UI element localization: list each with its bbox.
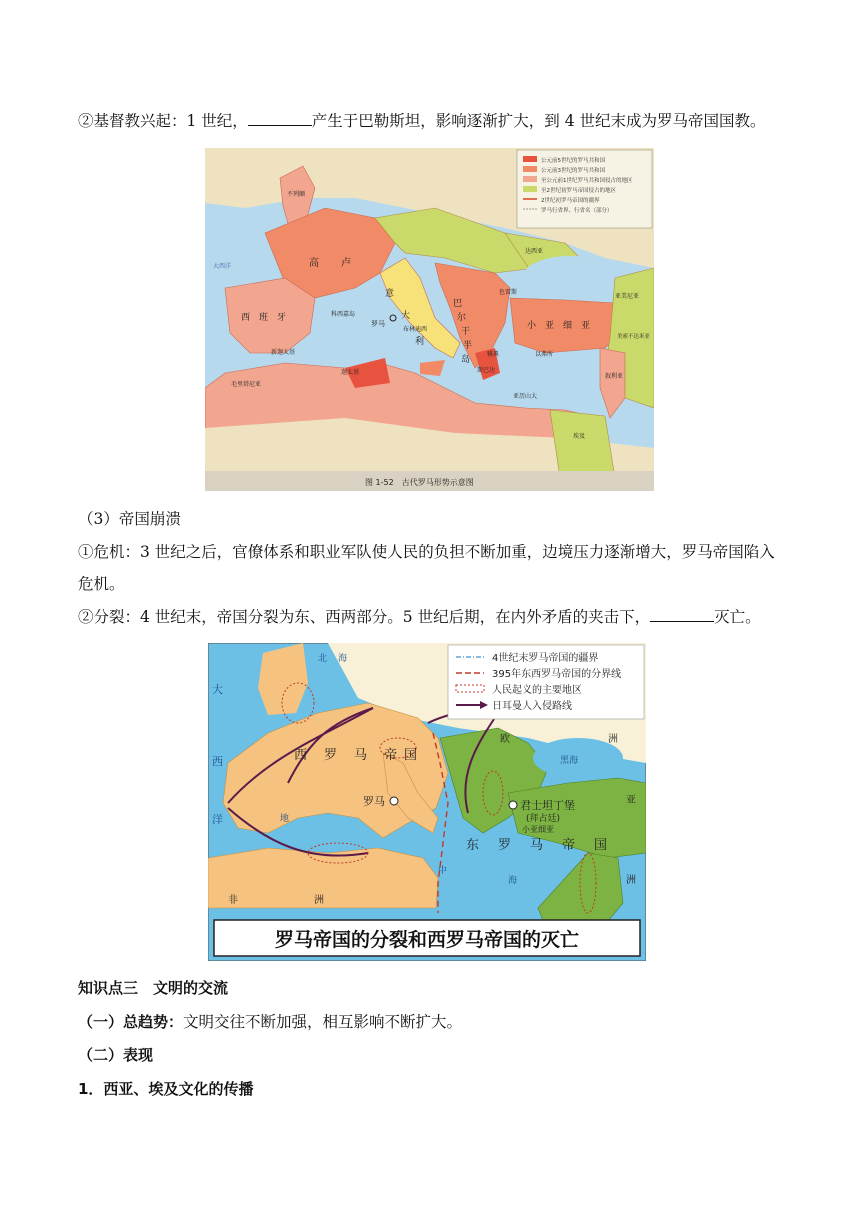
answer-blank-1[interactable] <box>248 111 312 126</box>
map2-west-rome-4: 帝 <box>384 748 398 763</box>
map2-legend <box>448 645 644 719</box>
map2-west-rome-2: 罗 <box>324 748 338 763</box>
map2-label-africa-2: 洲 <box>314 895 324 906</box>
map1-legend-2: 公元前3世纪的罗马共和国 <box>541 168 606 174</box>
map2-east-rome-5: 国 <box>594 838 608 853</box>
map2-label-asia-2: 洲 <box>626 875 636 886</box>
christianity-line <box>78 110 766 132</box>
map2-west-rome-1: 西 <box>294 748 308 763</box>
map2-label-med-1: 地 <box>280 814 290 824</box>
christianity-text-pre: ②基督教兴起：1 世纪， <box>78 112 248 130</box>
map1-label-dacia: 达西亚 <box>525 248 544 255</box>
manifest-heading: （二）表现 <box>78 1046 154 1064</box>
map1-label-new-carthage: 新迦太基 <box>271 349 296 356</box>
map2-label-constantinople: 君士坦丁堡 <box>520 799 575 812</box>
christianity-text-post: 产生于巴勒斯坦，影响逐渐扩大，到 4 世纪末成为罗马帝国国教。 <box>311 112 766 130</box>
map1-label-rome: 罗马 <box>371 320 385 328</box>
trend-label: （一）总趋势： <box>78 1013 184 1031</box>
constantinople-city-marker <box>509 801 517 809</box>
map2-label-north-sea-2: 海 <box>338 654 348 664</box>
map2-label-rome: 罗马 <box>363 795 385 808</box>
map1-label-egypt: 埃及 <box>573 433 586 440</box>
map2-east-rome-4: 帝 <box>562 838 576 853</box>
map1-label-balkan-1: 巴 <box>453 299 463 309</box>
knowledge-heading: 知识点三 文明的交流 <box>78 979 229 997</box>
section3-heading: （3）帝国崩溃 <box>78 510 181 528</box>
ancient-rome-map-svg <box>205 148 654 491</box>
map1-label-thrace: 色雷斯 <box>499 289 518 296</box>
map2-label-atlantic-2: 西 <box>212 755 223 768</box>
map1-label-italy2: 大 <box>401 311 411 321</box>
map1-label-athens: 雅典 <box>487 351 500 358</box>
map1-label-ephesus: 以弗所 <box>535 351 554 358</box>
map2-legend-4: 日耳曼人入侵路线 <box>492 701 572 712</box>
map2-label-byzantium: (拜占廷) <box>526 814 561 824</box>
ancient-rome-map <box>205 148 654 491</box>
map1-legend-6: 罗马行省界、行省名（部分） <box>541 208 613 214</box>
roman-split-map <box>208 643 646 961</box>
map2-label-black-sea: 黑海 <box>560 756 579 766</box>
map2-title: 罗马帝国的分裂和西罗马帝国的灭亡 <box>274 929 580 951</box>
map2-label-asia-1: 亚 <box>626 795 636 806</box>
map1-label-balkan-3: 干 <box>461 327 471 337</box>
map1-label-italy1: 意 <box>385 289 395 299</box>
map1-label-syria: 叙利亚 <box>605 373 624 380</box>
map2-label-med-3: 海 <box>508 876 518 886</box>
map1-label-spain: 西 班 牙 <box>241 313 287 323</box>
answer-blank-2[interactable] <box>650 607 714 622</box>
map1-caption: 图 1-52 古代罗马形势示意图 <box>365 478 474 487</box>
crisis-line-1: ①危机：3 世纪之后，官僚体系和职业军队使人民的负担不断加重，边境压力逐渐增大，罗马帝国陷入 <box>78 543 775 561</box>
map1-label-asia-minor: 小 亚 细 亚 <box>527 321 591 331</box>
map1-legend-1: 公元前5世纪的罗马共和国 <box>541 158 606 164</box>
map2-label-asia-minor: 小亚细亚 <box>522 825 554 834</box>
map1-label-balkan-4: 半 <box>463 341 473 351</box>
roman-split-map-svg <box>208 643 646 961</box>
map2-west-rome-3: 马 <box>354 748 368 763</box>
map2-legend-1: 4世纪末罗马帝国的疆界 <box>492 653 599 664</box>
map2-label-europe-1: 欧 <box>500 734 510 745</box>
map1-label-brindisi: 布林迪西 <box>403 326 428 333</box>
map1-label-mauretania: 毛里塔尼亚 <box>231 381 262 388</box>
map1-label-sparta: 斯巴达 <box>477 367 496 374</box>
split-text-post: 灭亡。 <box>714 608 761 626</box>
rome-city-marker-2 <box>390 797 398 805</box>
map2-west-rome-5: 国 <box>404 748 418 763</box>
map2-label-med-2: 中 <box>438 866 448 876</box>
map1-label-balkan-5: 岛 <box>461 355 471 365</box>
split-text-pre: ②分裂：4 世纪末，帝国分裂为东、西两部分。5 世纪后期，在内外矛盾的夹击下， <box>78 608 651 626</box>
map2-east-rome-2: 罗 <box>498 838 512 853</box>
map2-label-north-sea-1: 北 <box>318 654 328 664</box>
map1-label-carthage: 迦太基 <box>341 369 360 376</box>
crisis-line-2: 危机。 <box>78 575 125 593</box>
map2-legend-3: 人民起义的主要地区 <box>492 685 582 696</box>
split-line <box>78 606 761 628</box>
map1-label-armenia: 亚美尼亚 <box>615 293 640 300</box>
map1-legend-3: 至公元前1世纪罗马共和国侵占的地区 <box>541 178 633 184</box>
map1-legend-4: 至2世纪初罗马帝国侵占的地区 <box>541 188 617 194</box>
map2-east-rome-3: 马 <box>530 838 544 853</box>
map1-legend-5: 2世纪初罗马帝国的疆界 <box>541 198 600 204</box>
map1-label-atlantic: 大西洋 <box>213 263 232 270</box>
map1-label-gaul1: 高 <box>309 258 319 269</box>
map2-label-atlantic-3: 洋 <box>212 813 223 826</box>
map1-legend <box>517 150 652 228</box>
trend-line <box>78 1011 462 1033</box>
map2-label-africa-1: 非 <box>228 895 238 906</box>
map2-label-atlantic-1: 大 <box>212 683 223 696</box>
map1-label-gaul2: 卢 <box>341 258 351 269</box>
map1-label-italy3: 利 <box>415 337 425 347</box>
item1-heading: 1．西亚、埃及文化的传播 <box>78 1080 254 1098</box>
map1-label-alexandria: 亚历山大 <box>513 393 538 400</box>
map2-east-rome-1: 东 <box>466 838 480 853</box>
map2-label-europe-2: 洲 <box>608 734 618 745</box>
map1-label-balkan-2: 尔 <box>457 313 467 323</box>
map1-label-corsica: 科西嘉岛 <box>331 311 356 318</box>
map1-label-mesopotamia: 美索不达米亚 <box>617 334 651 340</box>
trend-text: 文明交往不断加强，相互影响不断扩大。 <box>183 1013 463 1031</box>
map2-legend-2: 395年东西罗马帝国的分界线 <box>492 669 622 680</box>
map1-label-britain: 不列颠 <box>287 191 306 198</box>
